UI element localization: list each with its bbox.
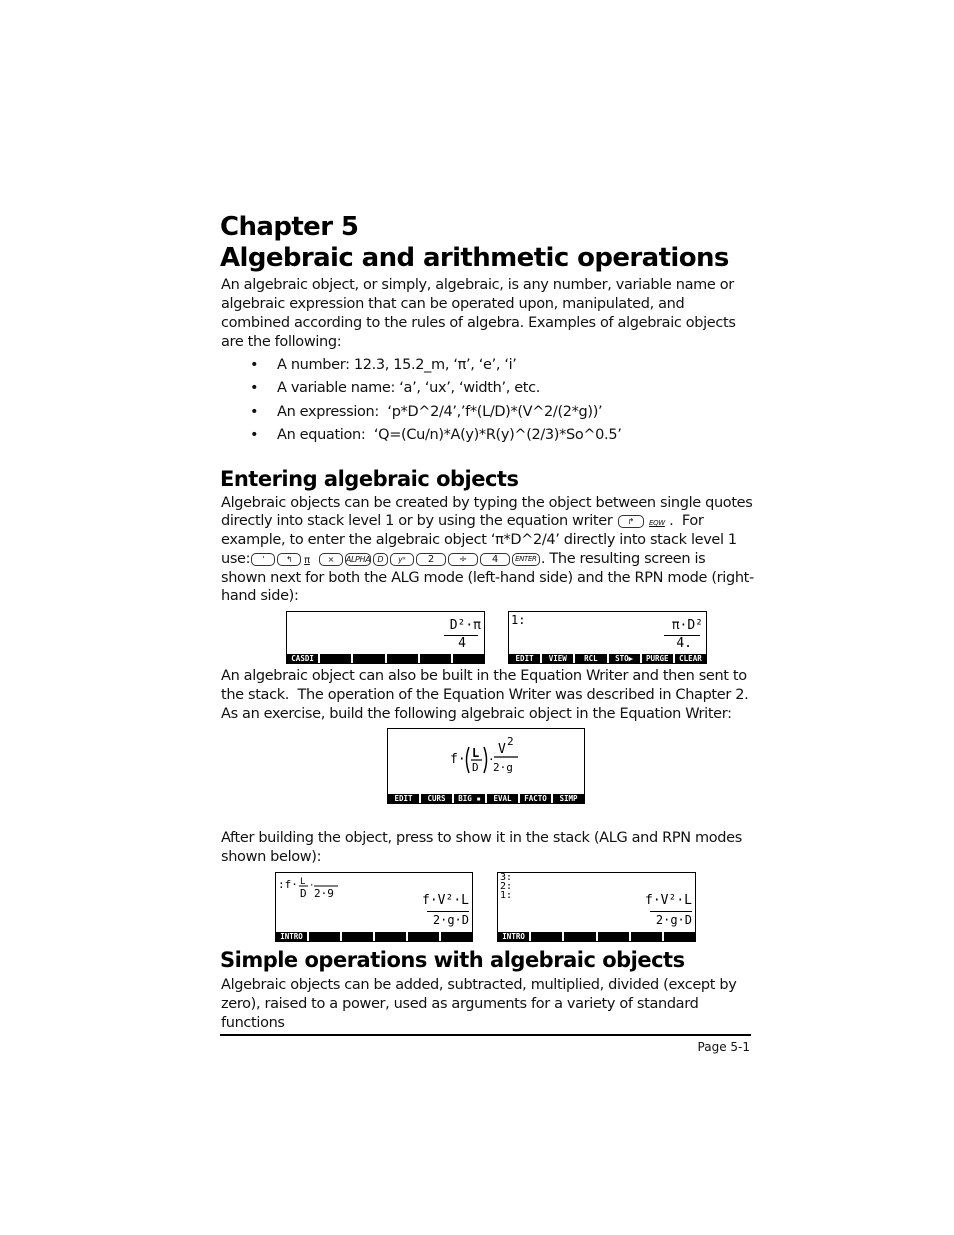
svg-text:L: L [300, 877, 306, 887]
section1-line: shown next for both the ALG mode (left-hand side) and the RPN mode (right- [221, 570, 754, 586]
screen-expression-denominator: 4 [458, 636, 466, 651]
soft-menu-bar [276, 932, 472, 941]
soft-key: INTRO [498, 932, 531, 941]
svg-text:D: D [472, 761, 479, 774]
soft-key [375, 932, 408, 941]
soft-key: BIG ▪ [454, 794, 487, 803]
calculator-screen-alg [286, 611, 485, 664]
result-denominator: 2·g·D [432, 913, 469, 927]
section1-line: Algebraic objects can be created by typing the object between single quotes [221, 495, 753, 511]
soft-key [631, 932, 664, 941]
svg-text:D: D [300, 887, 307, 900]
section1-line: directly into stack level 1 or by using the equation writer ↱ EQW . For [221, 513, 704, 529]
svg-text:f·: f· [450, 752, 466, 767]
bullet-text: An equation: ‘Q=(Cu/n)*A(y)*R(y)^(2/3)*So^0.5’ [277, 427, 622, 443]
soft-key [453, 654, 484, 663]
svg-text:V: V [498, 742, 506, 757]
bullet-text: A number: 12.3, 15.2_m, ‘π’, ‘e’, ‘i’ [277, 357, 517, 373]
soft-key: CLEAR [679, 654, 702, 663]
multiply-key-icon: × [319, 553, 343, 566]
divide-key-icon: ÷ [448, 553, 478, 566]
bullet-item: • A variable name: ‘a’, ‘ux’, ‘width’, etc. [250, 380, 541, 396]
calculator-screen-equation-writer [387, 728, 585, 804]
equation-writer-expression [448, 733, 548, 783]
calculator-screen-alg-result [275, 872, 473, 942]
soft-menu-bar [287, 654, 484, 663]
soft-key: EDIT [509, 654, 542, 663]
footer-rule [220, 1034, 751, 1036]
stack-level-label: 2: [500, 881, 513, 892]
equation-writer-paragraph: An algebraic object can also be built in the Equation Writer and then sent to the stack. The operation of the Equation Writer was described in Chapter 2. As an exercise, build the following algebraic object in the Equation Writer: [221, 668, 749, 722]
calculator-screen-rpn-result [497, 872, 696, 942]
svg-text:·: · [309, 881, 315, 891]
fraction-bar [427, 911, 469, 912]
keystroke-sequence [250, 551, 541, 567]
eqw-key-label: EQW [649, 519, 665, 527]
screen-expression-denominator: 4. [676, 636, 692, 651]
stack-level-label: 3: [500, 872, 513, 883]
soft-key [342, 932, 375, 941]
soft-key [353, 654, 386, 663]
soft-key [408, 932, 441, 941]
soft-key: INTRO [276, 932, 309, 941]
soft-key [531, 932, 564, 941]
screen-expression-numerator: D²·π [449, 618, 481, 633]
section1-line: use: ' ↰ π × ALPHA D yˣ 2 ÷ 4 ENTER . The resulting screen is [221, 551, 706, 567]
svg-text::f·: :f· [278, 878, 298, 891]
soft-menu-bar [509, 654, 706, 663]
power-key-icon: yˣ [390, 553, 414, 566]
soft-key: FACTO [520, 794, 553, 803]
d-key-icon: D [373, 553, 388, 566]
after-building-paragraph: After building the object, press to show it in the stack (ALG and RPN modes shown below): [221, 830, 742, 865]
svg-text:2: 2 [507, 735, 514, 748]
soft-key [320, 654, 353, 663]
section1-line: hand side): [221, 588, 299, 604]
screen-expression-numerator: π·D² [671, 618, 703, 633]
soft-menu-bar [388, 794, 584, 803]
svg-text:2·g: 2·g [493, 761, 513, 774]
fraction-bar [650, 911, 692, 912]
bullet-item: • A number: 12.3, 15.2_m, ‘π’, ‘e’, ‘i’ [250, 357, 517, 373]
chapter-title: Algebraic and arithmetic operations [220, 243, 729, 273]
result-numerator: f·V²·L [645, 893, 692, 908]
soft-key: EDIT [388, 794, 421, 803]
right-shift-key-icon: ↱ [618, 515, 644, 528]
svg-text:·: · [488, 753, 495, 766]
bullet-item: • An expression: ‘p*D^2/4’,’f*(L/D)*(V^2/(2*g))’ [250, 404, 603, 420]
soft-key: RCL [575, 654, 608, 663]
quote-key-icon: ' [251, 553, 275, 566]
page-number: Page 5-1 [697, 1040, 750, 1054]
history-expression [278, 874, 348, 902]
two-key-icon: 2 [416, 553, 446, 566]
soft-key: STO▶ [609, 654, 642, 663]
section-heading-entering: Entering algebraic objects [220, 467, 519, 491]
soft-key: CURS [421, 794, 454, 803]
svg-text:2·9: 2·9 [314, 887, 334, 900]
stack-level-label: 1: [500, 890, 513, 901]
alpha-key-icon: ALPHA [345, 554, 371, 564]
chapter-number: Chapter 5 [220, 212, 359, 242]
soft-key [664, 932, 695, 941]
soft-key [387, 654, 420, 663]
soft-key [564, 932, 597, 941]
soft-key [441, 932, 472, 941]
svg-text:L: L [472, 746, 480, 760]
result-denominator: 2·g·D [655, 913, 692, 927]
soft-key [420, 654, 453, 663]
four-key-icon: 4 [480, 553, 510, 566]
bullet-text: A variable name: ‘a’, ‘ux’, ‘width’, etc. [277, 380, 541, 396]
soft-key [598, 932, 631, 941]
soft-key: SIMP [559, 794, 578, 803]
simple-operations-paragraph: Algebraic objects can be added, subtracted, multiplied, divided (except by zero), raised to a power, used as arguments for a variety of standard functions [221, 977, 737, 1031]
calculator-screen-rpn [508, 611, 707, 664]
soft-key: VIEW [542, 654, 575, 663]
left-shift-key-icon: ↰ [277, 553, 301, 566]
soft-menu-bar [498, 932, 695, 941]
stack-level-label: 1: [511, 613, 526, 627]
result-numerator: f·V²·L [422, 893, 469, 908]
soft-key: PURGE [642, 654, 675, 663]
pi-key-label: π [304, 555, 310, 566]
intro-paragraph: An algebraic object, or simply, algebraic, is any number, variable name or algebraic expression that can be operated upon, manipulated, and combined according to the rules of algebra. Examples of algebraic objects are the following: [221, 277, 736, 350]
bullet-text: An expression: ‘p*D^2/4’,’f*(L/D)*(V^2/(2*g))’ [277, 404, 603, 420]
bullet-item: • An equation: ‘Q=(Cu/n)*A(y)*R(y)^(2/3)*So^0.5’ [250, 427, 622, 443]
section-heading-simple-operations: Simple operations with algebraic objects [220, 948, 685, 972]
section1-line: example, to enter the algebraic object ‘π*D^2/4’ directly into stack level 1 [221, 532, 737, 548]
soft-key [309, 932, 342, 941]
enter-key-icon: ENTER [512, 553, 540, 566]
soft-key: CASDI [287, 654, 320, 663]
soft-key: EVAL [487, 794, 520, 803]
